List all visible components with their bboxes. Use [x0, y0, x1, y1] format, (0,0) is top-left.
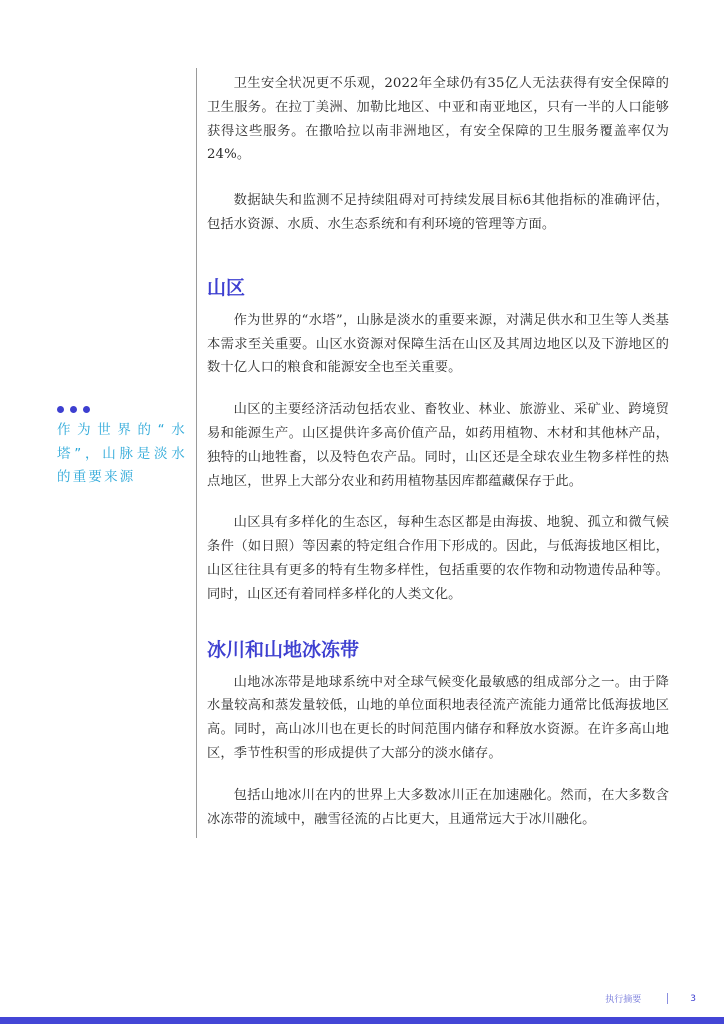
- page-number: 3: [690, 993, 696, 1004]
- glaciers-paragraph-2: 包括山地冰川在内的世界上大多数冰川正在加速融化。然而，在大多数含冰冻带的流域中，融雪径流的占比更大，且通常远大于冰川融化。: [207, 787, 669, 827]
- footer-separator: [667, 993, 668, 1004]
- dot-icon: [70, 406, 77, 413]
- intro-paragraph-2: 数据缺失和监测不足持续阻碍对可持续发展目标6其他指标的准确评估，包括水资源、水质、水生态系统和有利环境的管理等方面。: [207, 193, 669, 232]
- page-footer: [605, 992, 696, 1005]
- section-heading-mountains: 山区: [207, 276, 246, 299]
- glaciers-paragraph-1: 山地冰冻带是地球系统中对全球气候变化最敏感的组成部分之一。由于降水量较高和蒸发量较低，山地的单位面积地表径流产流能力通常比低海拔地区高。同时，高山冰川也在更长的时间范围内储存和释放水资源。在许多高山地区，季节性积雪的形成提供了大部分的淡水储存。: [207, 674, 669, 761]
- section-heading-glaciers: 冰川和山地冰冻带: [207, 638, 360, 661]
- mountains-paragraph-3: 山区具有多样化的生态区，每种生态区都是由海拔、地貌、孤立和微气候条件（如日照）等因素的特定组合作用下形成的。因此，与低海拔地区相比，山区往往具有更多的特有生物多样性，包括重要的农作物和动物遗传品种等。同时，山区还有着同样多样化的人类文化。: [207, 515, 669, 602]
- dot-icon: [83, 406, 90, 413]
- dot-icon: [57, 406, 64, 413]
- mountains-paragraph-1: 作为世界的“水塔”，山脉是淡水的重要来源，对满足供水和卫生等人类基本需求至关重要。山区水资源对保障生活在山区及其周边地区以及下游地区的数十亿人口的粮食和能源安全也至关重要。: [207, 312, 669, 376]
- footer-section-label: 执行摘要: [605, 995, 642, 1005]
- column-divider: [196, 68, 197, 838]
- bottom-accent-bar: [0, 1017, 724, 1024]
- mountains-paragraph-2: 山区的主要经济活动包括农业、畜牧业、林业、旅游业、采矿业、跨境贸易和能源生产。山区提供许多高价值产品，如药用植物、木材和其他林产品，独特的山地牲畜，以及特色农产品。同时，山区还是全球农业生物多样性的热点地区，世界上大部分农业和药用植物基因库都蕴藏保存于此。: [207, 402, 669, 489]
- main-column: [207, 72, 669, 831]
- intro-paragraph-1: 卫生安全状况更不乐观，2022年全球仍有35亿人无法获得有安全保障的卫生服务。在拉丁美洲、加勒比地区、中亚和南亚地区，只有一半的人口能够获得这些服务。在撒哈拉以南非洲地区，有安全保障的卫生服务覆盖率仅为24%。: [207, 76, 669, 163]
- pull-quote-text: 作为世界的“水塔”，山脉是淡水的重要来源: [57, 422, 187, 485]
- pull-quote: [57, 406, 187, 490]
- ellipsis-dots-icon: [57, 406, 187, 413]
